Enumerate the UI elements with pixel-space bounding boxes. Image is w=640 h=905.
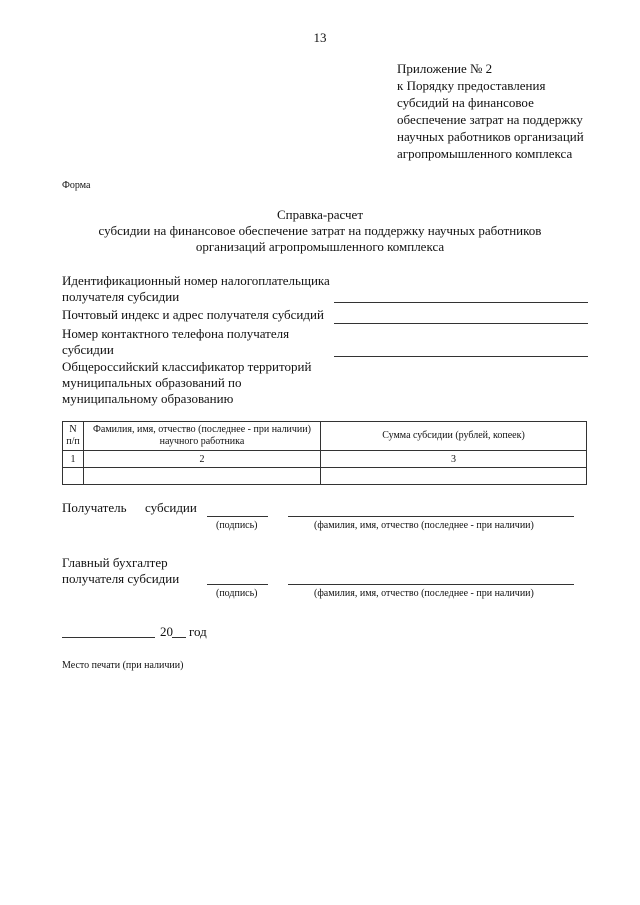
recipient-name-line[interactable] — [288, 516, 574, 517]
appendix-line: обеспечение затрат на поддержку — [397, 112, 583, 127]
numbering-cell: 2 — [84, 451, 321, 468]
calculation-table — [62, 421, 587, 485]
table-row — [63, 468, 587, 485]
postal-label: Почтовый индекс и адрес получателя субсидий — [62, 307, 324, 322]
inn-label — [62, 273, 337, 305]
recipient-sign-caption: (подпись) — [216, 520, 258, 531]
document-title — [0, 207, 640, 255]
oktmo-label-line: муниципальных образований по — [62, 375, 242, 390]
appendix-heading — [397, 60, 627, 162]
accountant-label-line: Главный бухгалтер — [62, 555, 168, 570]
recipient-signature-line[interactable] — [207, 516, 268, 517]
header-number: N п/п — [63, 422, 84, 451]
numbering-cell: 3 — [321, 451, 587, 468]
accountant-sign-caption: (подпись) — [216, 588, 258, 599]
date-suffix: год — [189, 624, 207, 639]
accountant-name-line[interactable] — [288, 584, 574, 585]
page-number: 13 — [313, 30, 327, 45]
appendix-line: к Порядку предоставления — [397, 78, 546, 93]
appendix-line: агропромышленного комплекса — [397, 146, 573, 161]
stamp-place: Место печати (при наличии) — [62, 660, 184, 671]
date-year-line[interactable] — [172, 637, 186, 638]
inn-input-line[interactable] — [334, 302, 588, 303]
form-label: Форма — [62, 180, 91, 191]
table-cell[interactable] — [63, 468, 84, 485]
appendix-line: Приложение № 2 — [397, 61, 493, 76]
accountant-name-caption: (фамилия, имя, отчество (последнее - при наличии) — [314, 588, 534, 599]
oktmo-label-line: Общероссийский классификатор территорий — [62, 359, 312, 374]
postal-input-line[interactable] — [334, 323, 588, 324]
inn-label-line: получателя субсидии — [62, 289, 180, 304]
recipient-name-caption: (фамилия, имя, отчество (последнее - при наличии) — [314, 520, 534, 531]
table-header-row — [63, 422, 587, 451]
table-cell[interactable] — [321, 468, 587, 485]
accountant-label — [62, 555, 179, 587]
title-line: субсидии на финансовое обеспечение затрат на поддержку научных работников — [98, 223, 542, 238]
date-day-month-line[interactable] — [62, 637, 155, 638]
recipient-label-word: Получатель — [62, 500, 127, 515]
accountant-signature-line[interactable] — [207, 584, 268, 585]
title-line: Справка-расчет — [276, 207, 364, 222]
inn-label-line: Идентификационный номер налогоплательщика — [62, 273, 330, 288]
title-line: организаций агропромышленного комплекса — [195, 239, 445, 254]
phone-input-line[interactable] — [334, 356, 588, 357]
appendix-line: научных работников организаций — [397, 129, 584, 144]
accountant-label-line: получателя субсидии — [62, 571, 180, 586]
header-amount: Сумма субсидии (рублей, копеек) — [321, 422, 587, 451]
appendix-line: субсидий на финансовое — [397, 95, 534, 110]
recipient-label-word: субсидии — [145, 500, 197, 515]
header-name: Фамилия, имя, отчество (последнее - при наличии) научного работника — [84, 422, 321, 451]
phone-label — [62, 326, 337, 358]
oktmo-label-line: муниципальному образованию — [62, 391, 234, 406]
phone-label-line: Номер контактного телефона получателя — [62, 326, 290, 341]
table-cell[interactable] — [84, 468, 321, 485]
table-numbering-row — [63, 451, 587, 468]
date-prefix: 20 — [160, 624, 173, 639]
recipient-label — [62, 500, 197, 516]
numbering-cell: 1 — [63, 451, 84, 468]
phone-label-line: субсидии — [62, 342, 114, 357]
oktmo-label — [62, 359, 337, 407]
